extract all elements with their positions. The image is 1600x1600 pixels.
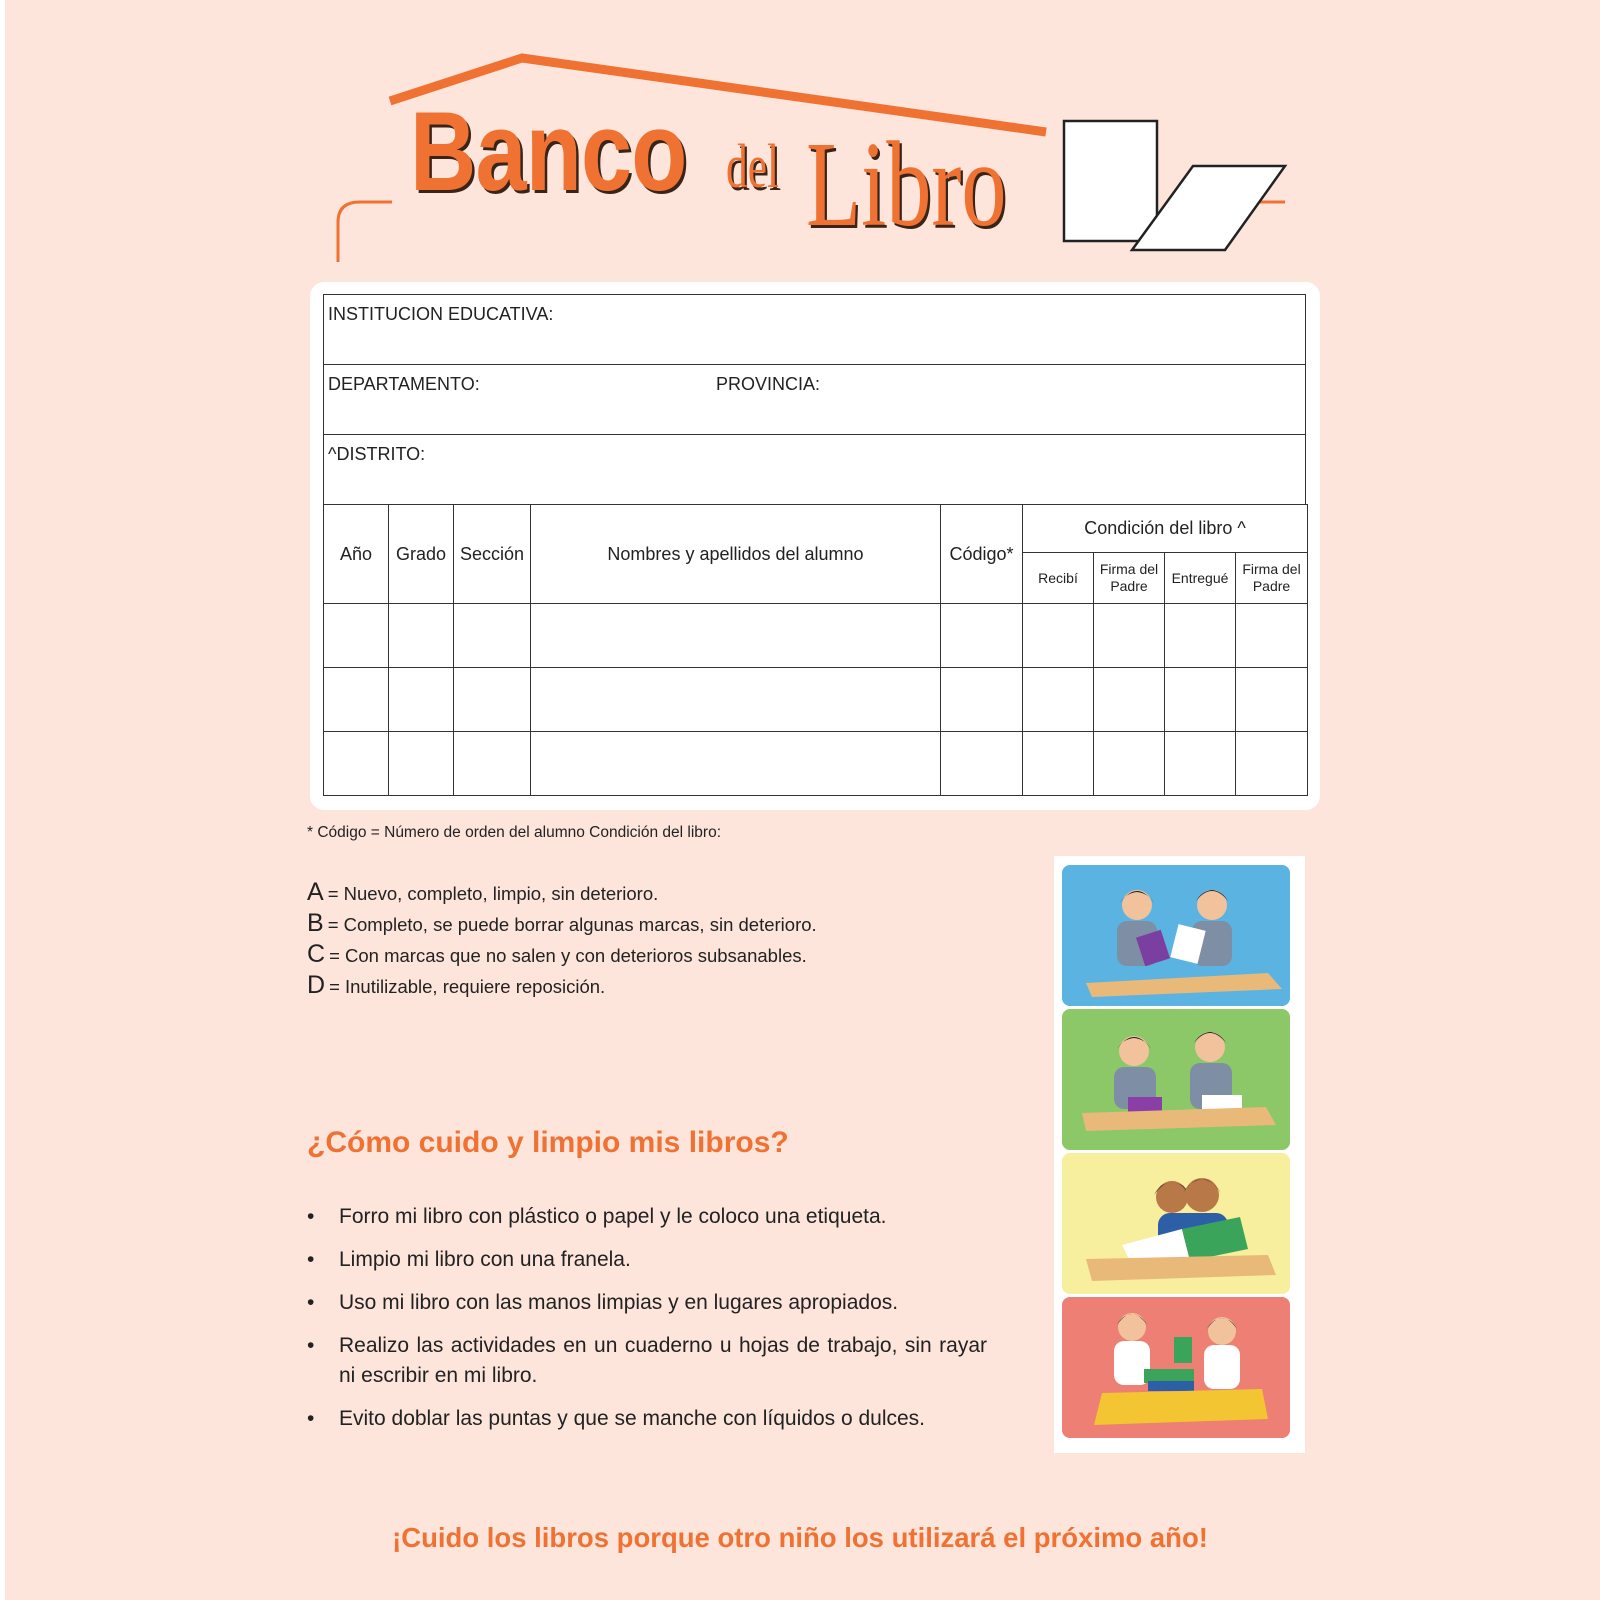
legend-item-d xyxy=(307,971,817,1002)
institucion-label: INSTITUCION EDUCATIVA: xyxy=(328,304,554,324)
table-cell[interactable] xyxy=(1165,732,1236,796)
table-row xyxy=(324,604,1308,668)
column-header-firma-padre-2: Firma del Padre xyxy=(1236,553,1308,604)
illustration-children-sharing-books xyxy=(1062,1297,1290,1438)
logo-word-libro: Libro xyxy=(806,117,1007,252)
legend-item-c xyxy=(307,940,817,971)
column-header-entregue: Entregué xyxy=(1165,553,1236,604)
table-cell[interactable] xyxy=(941,732,1023,796)
care-list xyxy=(307,1202,987,1447)
table-header-row xyxy=(324,505,1308,553)
list-item-text: Limpio mi libro con una franela. xyxy=(339,1248,631,1271)
closing-message: ¡Cuido los libros porque otro niño los utilizará el próximo año! xyxy=(392,1522,1208,1553)
provincia-label: PROVINCIA: xyxy=(716,374,821,394)
table-cell[interactable] xyxy=(1236,604,1308,668)
table-cell[interactable] xyxy=(1023,668,1094,732)
bullet-icon: • xyxy=(307,1407,315,1430)
logo-word-del: del xyxy=(726,133,780,201)
column-header-codigo: Código* xyxy=(941,505,1023,604)
care-section-title: ¿Cómo cuido y limpio mis libros? xyxy=(307,1126,789,1159)
logo-book-standing-icon xyxy=(1064,121,1157,241)
table-cell[interactable] xyxy=(531,668,941,732)
illustration-children-reading xyxy=(1062,865,1290,1006)
table-cell[interactable] xyxy=(324,668,389,732)
list-item xyxy=(307,1404,987,1434)
illustration-children-covering-books xyxy=(1062,1009,1290,1150)
table-cell[interactable] xyxy=(1094,732,1165,796)
bullet-icon: • xyxy=(307,1205,315,1228)
legend-text: = Inutilizable, requiere reposición. xyxy=(329,976,606,997)
table-cell[interactable] xyxy=(1094,668,1165,732)
condition-legend xyxy=(307,878,817,1002)
table-cell[interactable] xyxy=(389,732,454,796)
legend-text: = Completo, se puede borrar algunas marcas, sin deterioro. xyxy=(327,914,817,935)
distrito-field[interactable] xyxy=(323,434,1306,504)
table-cell[interactable] xyxy=(531,604,941,668)
table-cell[interactable] xyxy=(1165,668,1236,732)
table-cell[interactable] xyxy=(941,668,1023,732)
institucion-field[interactable] xyxy=(323,294,1306,364)
table-cell[interactable] xyxy=(1236,668,1308,732)
table-cell[interactable] xyxy=(454,604,531,668)
list-item xyxy=(307,1202,987,1232)
column-header-recibi: Recibí xyxy=(1023,553,1094,604)
legend-text: = Nuevo, completo, limpio, sin deterioro. xyxy=(327,883,659,904)
legend-item-b xyxy=(307,909,817,940)
bullet-icon: • xyxy=(307,1248,315,1271)
legend-item-a xyxy=(307,878,817,909)
list-item-text: Realizo las actividades en un cuaderno u hojas de trabajo, sin rayar ni escribir en mi libro. xyxy=(339,1334,987,1387)
table-cell[interactable] xyxy=(324,732,389,796)
column-header-grado: Grado xyxy=(389,505,454,604)
illustration-strip xyxy=(1054,856,1305,1453)
legend-letter: C xyxy=(307,940,326,968)
list-item xyxy=(307,1331,987,1391)
column-header-ano: Año xyxy=(324,505,389,604)
list-item xyxy=(307,1245,987,1275)
table-cell[interactable] xyxy=(1094,604,1165,668)
list-item-text: Uso mi libro con las manos limpias y en lugares apropiados. xyxy=(339,1291,899,1314)
table-cell[interactable] xyxy=(1165,604,1236,668)
register-table xyxy=(323,504,1308,796)
table-cell[interactable] xyxy=(389,668,454,732)
table-row xyxy=(324,732,1308,796)
logo-bracket xyxy=(338,202,392,262)
table-cell[interactable] xyxy=(1236,732,1308,796)
table-cell[interactable] xyxy=(531,732,941,796)
distrito-label: ^DISTRITO: xyxy=(328,444,426,464)
table-cell[interactable] xyxy=(324,604,389,668)
illustration-children-reading-together xyxy=(1062,1153,1290,1294)
codigo-footnote: * Código = Número de orden del alumno Condición del libro: xyxy=(307,824,722,841)
table-cell[interactable] xyxy=(1023,732,1094,796)
table-cell[interactable] xyxy=(389,604,454,668)
logo-word-banco: Banco xyxy=(410,89,687,214)
legend-letter: B xyxy=(307,909,324,937)
column-header-seccion: Sección xyxy=(454,505,531,604)
table-cell[interactable] xyxy=(454,732,531,796)
table-row xyxy=(324,668,1308,732)
legend-text: = Con marcas que no salen y con deterioros subsanables. xyxy=(329,945,807,966)
bullet-icon: • xyxy=(307,1291,315,1314)
logo-graphic xyxy=(0,0,1600,270)
table-cell[interactable] xyxy=(454,668,531,732)
legend-letter: D xyxy=(307,971,326,999)
list-item-text: Evito doblar las puntas y que se manche con líquidos o dulces. xyxy=(339,1407,926,1430)
table-cell[interactable] xyxy=(1023,604,1094,668)
column-header-firma-padre-1: Firma del Padre xyxy=(1094,553,1165,604)
departamento-label: DEPARTAMENTO: xyxy=(328,374,480,394)
list-item-text: Forro mi libro con plástico o papel y le coloco una etiqueta. xyxy=(339,1205,887,1228)
list-item xyxy=(307,1288,987,1318)
column-header-condicion: Condición del libro ^ xyxy=(1023,505,1308,553)
legend-letter: A xyxy=(307,878,324,906)
table-cell[interactable] xyxy=(941,604,1023,668)
column-header-nombres: Nombres y apellidos del alumno xyxy=(531,505,941,604)
departamento-provincia-field[interactable] xyxy=(323,364,1306,434)
bullet-icon: • xyxy=(307,1334,315,1357)
